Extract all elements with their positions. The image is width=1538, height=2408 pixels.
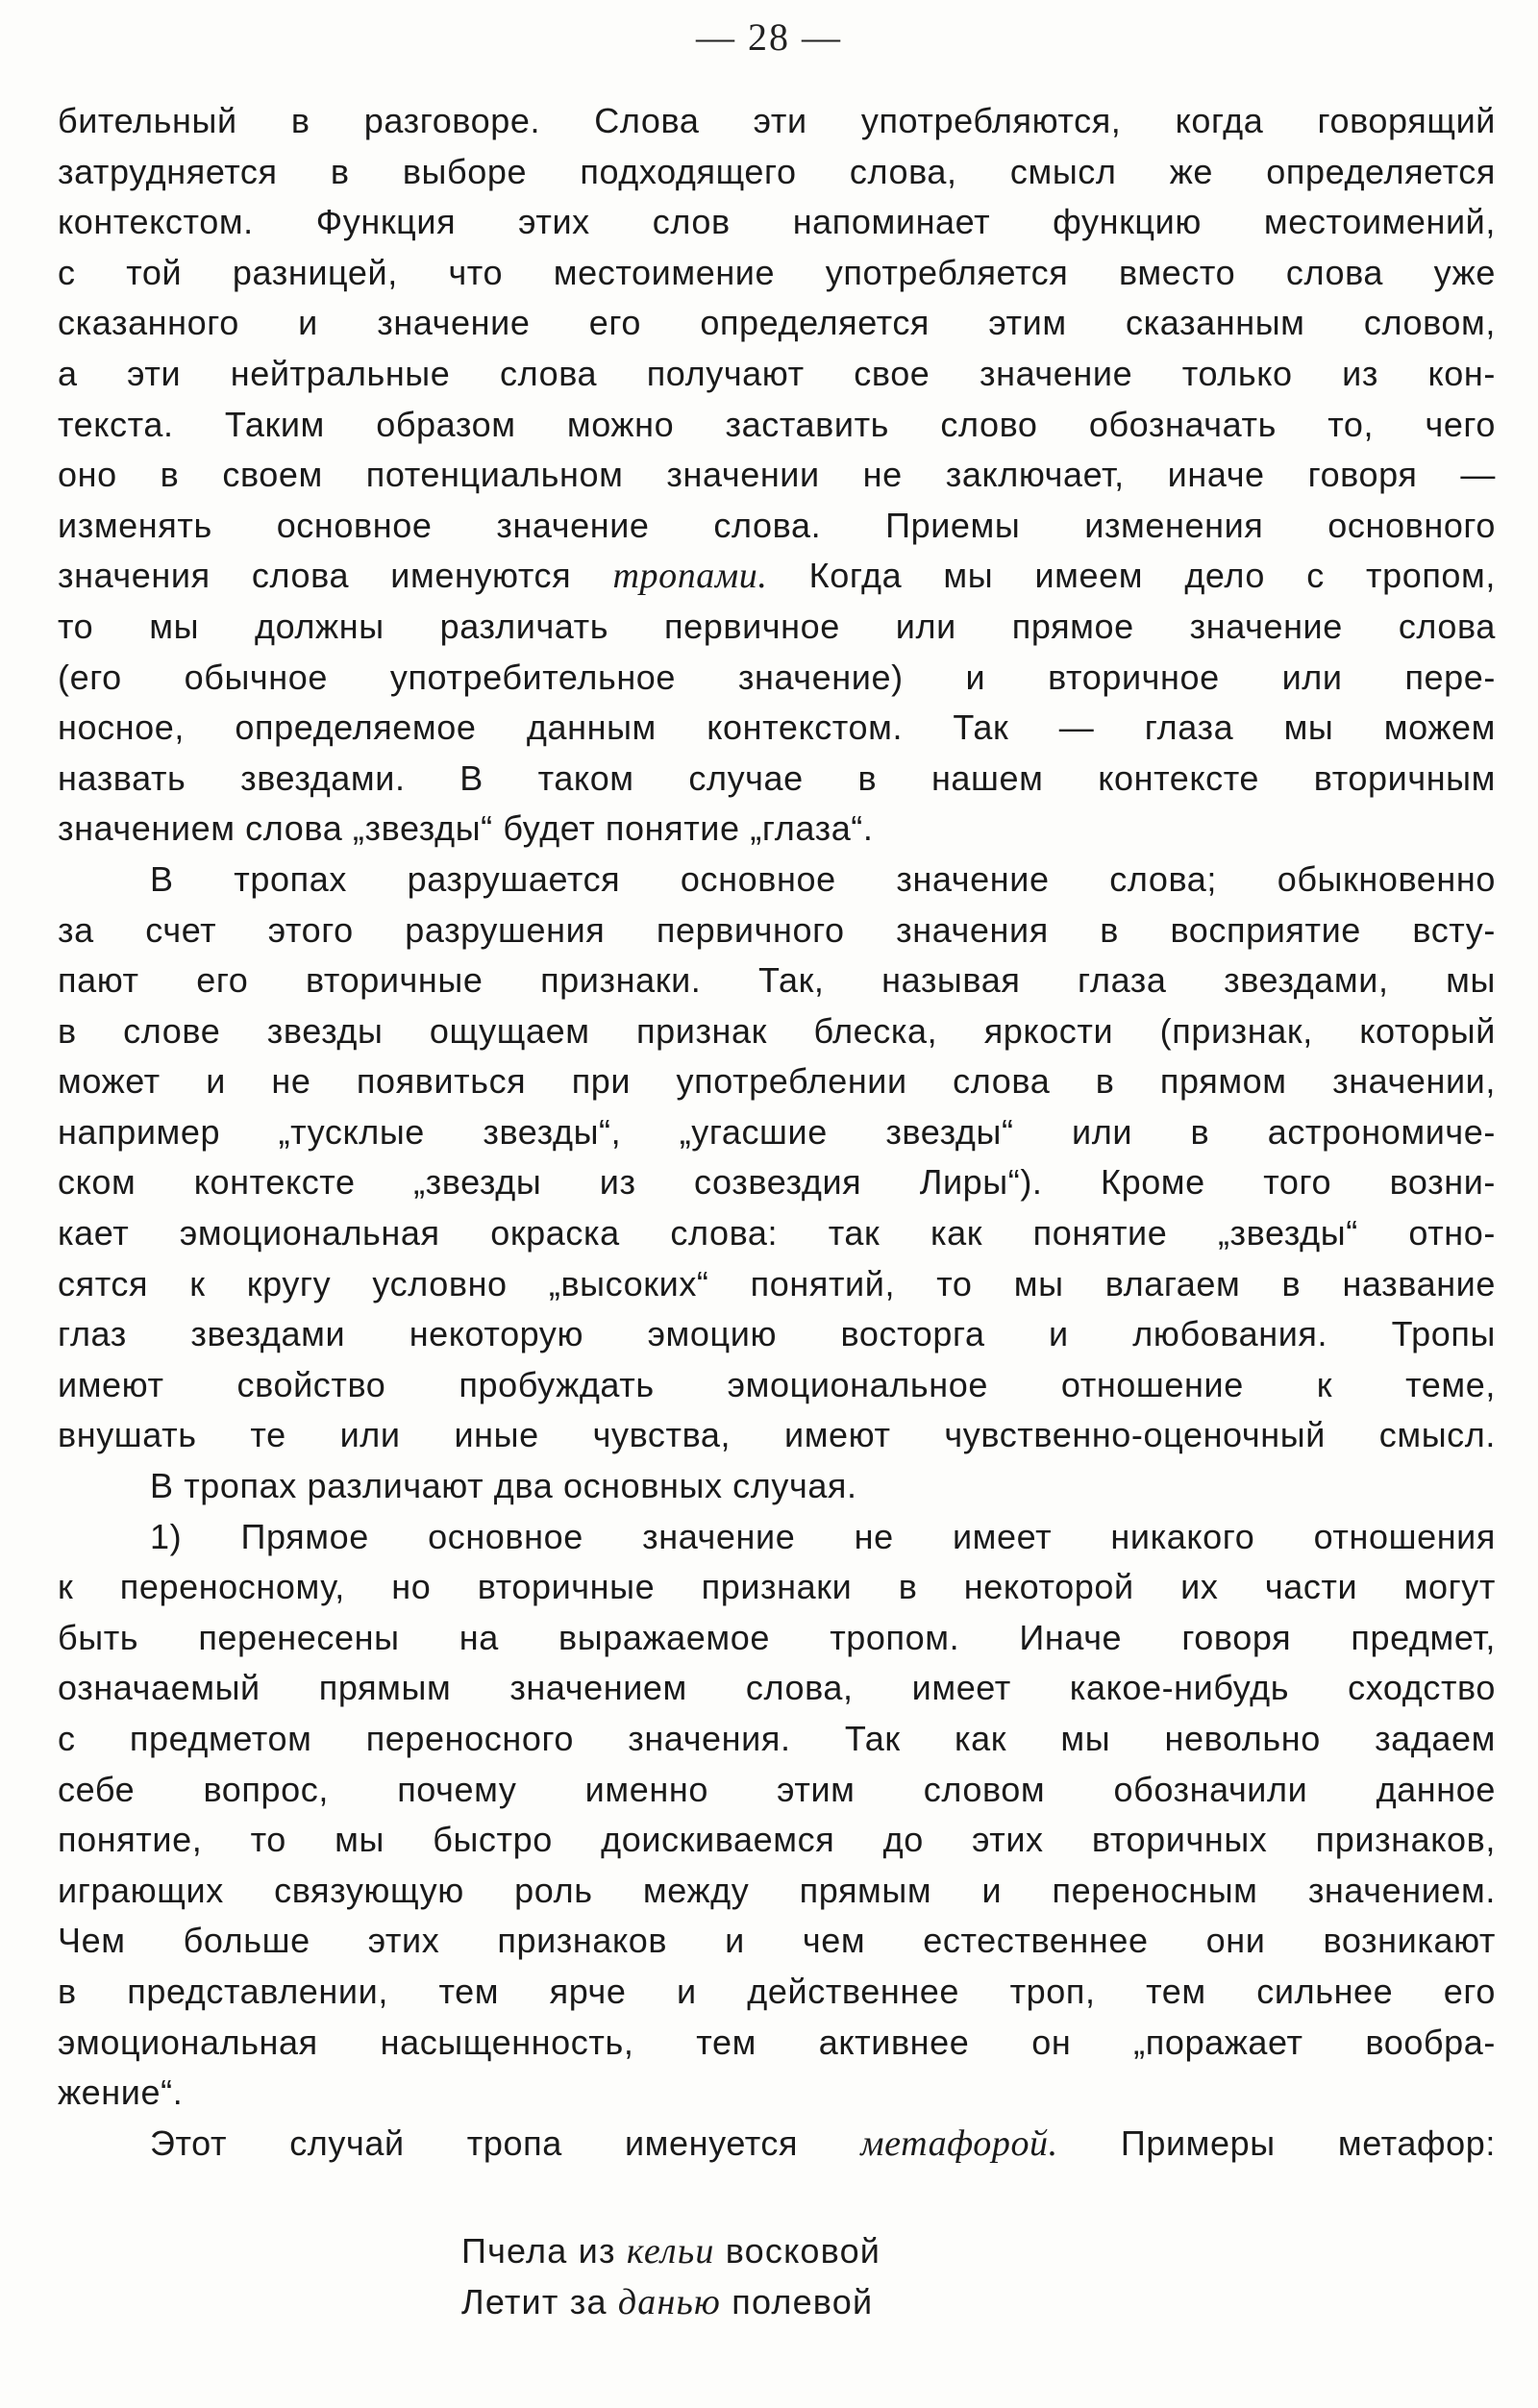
text-line-22: ском контексте „звезды из созвездия Лиры“). Кроме того возни- xyxy=(58,1162,1496,1203)
text-segment: Примеры метафор: xyxy=(1057,2123,1496,2163)
text-line-37: Чем больше этих признаков и чем естественнее они возникают xyxy=(58,1921,1496,1961)
verse-line-2 xyxy=(461,2277,1496,2328)
text-line-35: понятие, то мы быстро доискиваемся до этих вторичных признаков, xyxy=(58,1820,1496,1860)
text-line-40: жение“. xyxy=(58,2073,184,2113)
text-segment: восковой xyxy=(714,2231,881,2271)
text-line-4: с той разницей, что местоимение употребляется вместо слова уже xyxy=(58,252,1496,292)
text-line-6: а эти нейтральные слова получают свое значение только из кон- xyxy=(58,353,1496,393)
text-line-19: в слове звезды ощущаем признак блеска, яркости (признак, который xyxy=(58,1010,1496,1051)
term-metaphor: метафорой. xyxy=(860,2123,1058,2164)
text-line-27: внушать те или иные чувства, имеют чувственно-оценочный смысл. xyxy=(58,1415,1496,1455)
text-line-32: означаемый прямым значением слова, имеет какое-нибудь сходство xyxy=(58,1668,1496,1708)
text-line-25: глаз звездами некоторую эмоцию восторга и любования. Тропы xyxy=(58,1314,1496,1354)
verse-term-cells: кельи xyxy=(626,2231,715,2272)
verse-quote xyxy=(58,2226,1496,2327)
text-line-21: например „тусклые звезды“, „угасшие звезды“ или в астрономиче- xyxy=(58,1111,1496,1152)
text-line-29: 1) Прямое основное значение не имеет никакого отношения xyxy=(150,1516,1496,1556)
text-line-13: носное, определяемое данным контекстом. Так — глаза мы можем xyxy=(58,708,1496,748)
text-line-2: затрудняется в выборе подходящего слова, смысл же определяется xyxy=(58,151,1496,191)
text-line-26: имеют свойство пробуждать эмоциональное отношение к теме, xyxy=(58,1364,1496,1404)
text-segment: Пчела из xyxy=(461,2231,627,2271)
verse-line-1 xyxy=(461,2226,1496,2277)
text-line-11: то мы должны различать первичное или прямое значение слова xyxy=(58,606,1496,646)
page-number: — 28 — xyxy=(696,15,842,59)
text-line-31: быть перенесены на выражаемое тропом. Иначе говоря предмет, xyxy=(58,1617,1496,1657)
text-segment: значения слова именуются xyxy=(58,556,613,596)
text-line-36: играющих связующую роль между прямым и переносным значением. xyxy=(58,1870,1496,1910)
verse-spacer xyxy=(58,2169,1496,2226)
text-segment: Летит за xyxy=(461,2281,618,2321)
text-line-24: сятся к кругу условно „высоких“ понятий, то мы влагаем в название xyxy=(58,1263,1496,1303)
verse-term-tribute: данью xyxy=(617,2281,722,2322)
text-line-12: (его обычное употребительное значение) и вторичное или пере- xyxy=(58,657,1496,697)
text-segment: Когда мы имеем дело с тропом, xyxy=(767,556,1497,596)
text-line-41 xyxy=(58,2119,1496,2170)
text-line-1: бительный в разговоре. Слова эти употребляются, когда говорящий xyxy=(58,101,1496,140)
text-line-14: назвать звездами. В таком случае в нашем контексте вторичным xyxy=(58,757,1496,798)
text-line-38: в представлении, тем ярче и действеннее троп, тем сильнее его xyxy=(58,1971,1496,2011)
text-line-8: оно в своем потенциальном значении не заключает, иначе говоря — xyxy=(58,455,1496,495)
term-tropes: тропами. xyxy=(612,556,768,597)
text-line-7: текста. Таким образом можно заставить слово обозначать то, чего xyxy=(58,404,1496,444)
text-line-20: может и не появиться при употреблении слова в прямом значении, xyxy=(58,1061,1496,1102)
text-line-33: с предметом переносного значения. Так как мы невольно задаем xyxy=(58,1719,1496,1758)
text-line-5: сказанного и значение его определяется этим сказанным словом, xyxy=(58,303,1496,343)
text-line-39: эмоциональная насыщенность, тем активнее он „поражает вообра- xyxy=(58,2022,1496,2062)
text-line-23: кает эмоциональная окраска слова: так как понятие „звезды“ отно- xyxy=(58,1213,1496,1254)
text-line-18: пают его вторичные признаки. Так, называя глаза звездами, мы xyxy=(58,960,1496,1001)
text-line-9: изменять основное значение слова. Приемы изменения основного xyxy=(58,505,1496,545)
text-line-16: В тропах разрушается основное значение слова; обыкновенно xyxy=(150,858,1496,899)
text-segment: полевой xyxy=(721,2281,874,2321)
text-line-30: к переносному, но вторичные признаки в некоторой их части могут xyxy=(58,1567,1496,1607)
text-line-34: себе вопрос, почему именно этим словом обозначили данное xyxy=(58,1769,1496,1809)
text-line-3: контекстом. Функция этих слов напоминает функцию местоимений, xyxy=(58,202,1496,242)
body-text xyxy=(58,96,1496,2328)
text-line-10 xyxy=(58,551,1496,602)
text-line-15: значением слова „звезды“ будет понятие „глаза“. xyxy=(58,808,874,849)
text-line-28: В тропах различают два основных случая. xyxy=(150,1466,857,1506)
text-line-17: за счет этого разрушения первичного значения в восприятие всту- xyxy=(58,909,1496,950)
text-segment: Этот случай тропа именуется xyxy=(150,2123,861,2163)
